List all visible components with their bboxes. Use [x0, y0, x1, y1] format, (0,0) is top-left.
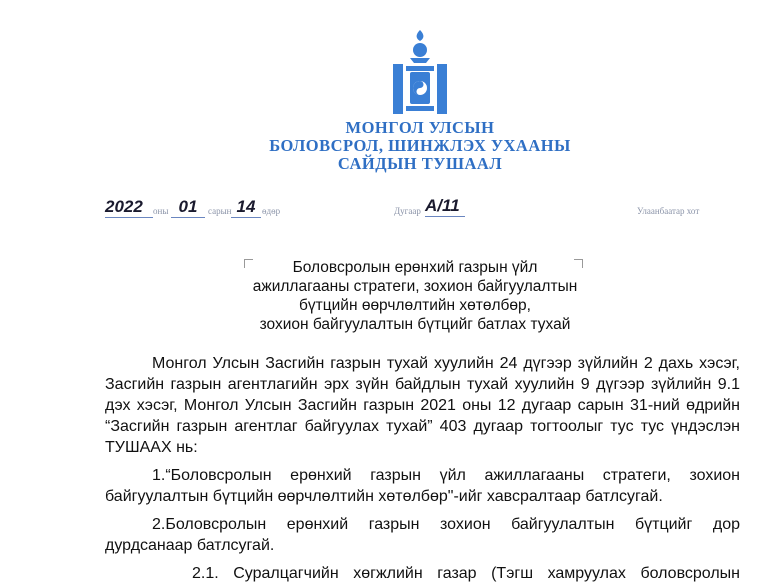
date-month: 01	[171, 197, 205, 218]
date-year: 2022	[105, 197, 153, 218]
month-label: сарын	[208, 206, 232, 216]
item-1-line: байгуулалтын бүтцийн өөрчлөлтийн хөтөлбөр"-ийг хавсралтаар батлсугай.	[105, 488, 663, 505]
year-label: оны	[153, 206, 169, 216]
preamble-line: “Засгийн газрын агентлаг байгуулах тухай” 403 дугаар тогтоолыг тус тус үндэслэн	[105, 418, 740, 435]
preamble-line: ТУШААХ нь:	[105, 439, 198, 456]
item-2-1-line: 2.1. Суралцагчийн хөгжлийн газар (Тэгш хамруулах боловсролын	[192, 565, 740, 582]
title-line: ажиллагааны стратеги, зохион байгуулалтын	[252, 278, 578, 295]
item-1-line: 1.“Боловсролын ерөнхий газрын үйл ажиллагааны стратеги, зохион	[152, 467, 740, 484]
date-day: 14	[231, 197, 261, 218]
preamble-line: Засгийн газрын агентлагийн эрх зүйн байдлын тухай хуулийн 9 дүгээр зүйлийн 9.1	[105, 376, 740, 393]
title-line: Боловсролын ерөнхий газрын үйл	[292, 259, 538, 276]
org-line-2: БОЛОВСРОЛ, ШИНЖЛЭХ УХААНЫ	[269, 136, 571, 155]
state-emblem	[388, 28, 452, 116]
item-2-line: дурдсанаар батлсугай.	[105, 537, 275, 554]
preamble-line: дэх хэсэг, Монгол Улсын Засгийн газрын 2021 оны 12 дугаар сарын 31-ний өдрийн	[105, 397, 740, 414]
title-line: зохион байгуулалтын бүтцийг батлах тухай	[259, 316, 571, 333]
date-field	[105, 197, 285, 217]
day-label: өдөр	[262, 206, 281, 216]
preamble-line: Монгол Улсын Засгийн газрын тухай хуулийн 24 дүгээр зүйлийн 2 дахь хэсэг,	[152, 355, 740, 372]
order-number: А/11	[425, 196, 465, 217]
city-label: Улаанбаатар хот	[637, 206, 700, 216]
org-line-1: МОНГОЛ УЛСЫН	[345, 118, 495, 137]
number-label: Дугаар	[394, 206, 421, 216]
item-2-line: 2.Боловсролын ерөнхий газрын зохион байгуулалтын бүтцийг дор	[152, 516, 740, 533]
order-heading: САЙДЫН ТУШААЛ	[337, 154, 503, 173]
title-line: бүтцийн өөрчлөлтийн хөтөлбөр,	[299, 297, 531, 314]
